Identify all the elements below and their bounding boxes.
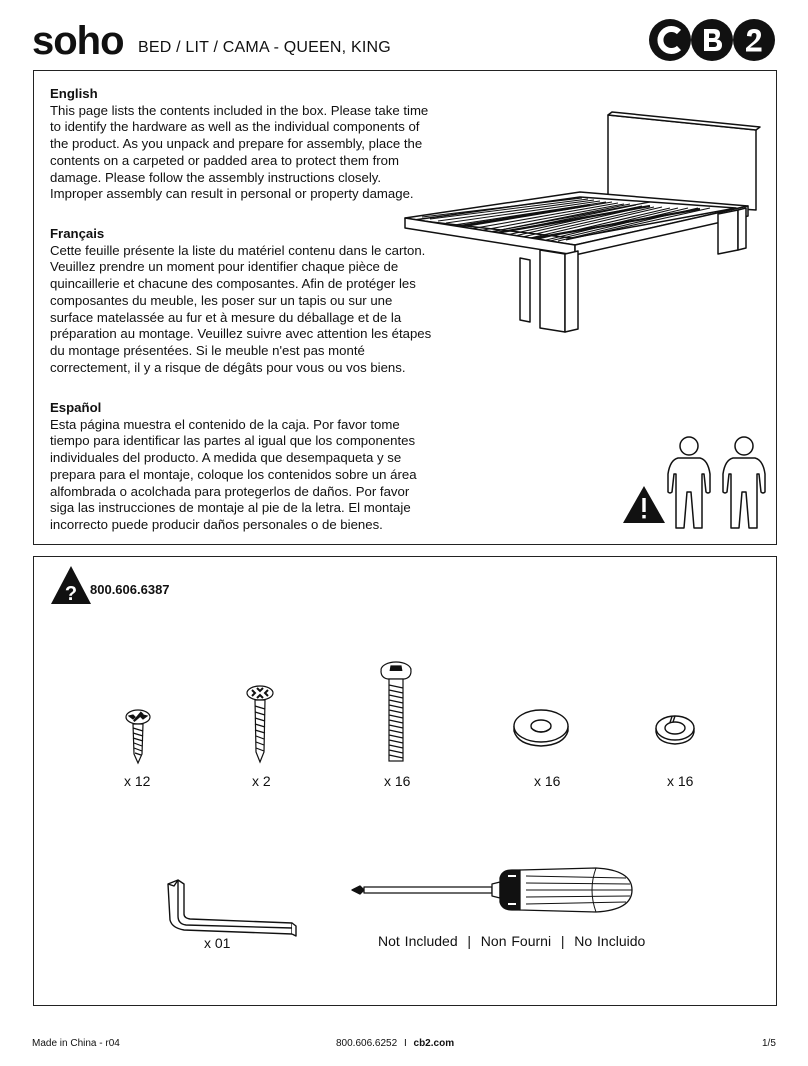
footer-phone: 800.606.6252 xyxy=(336,1038,398,1049)
spanish-text: Esta página muestra el contenido de la caja. Por favor tome tiempo para identificar las partes al igual que los componentes individuales del producto. A medida que desempaqueta y se prepara para el montaje, coloque los contenidos sobre un área alfombrada o acolchada para protegerlos de daños. Por favor siga las instrucciones de montaje al pie de la letra. El montaje incorrecto puede producir daños personales o de bienes. xyxy=(50,416,417,532)
english-text: This page lists the contents included in the box. Please take time to identify the hardware as well as the individual components of the product. As you unpack and prepare for assembly, place the contents on a carpeted or padded area to protect them from damage. Please follow the assembly instructions closely. Improper assembly can result in personal or property damage. xyxy=(50,102,429,202)
bolt-icon xyxy=(378,660,414,764)
wood-screw-icon xyxy=(244,684,276,764)
item-qty-2: x 2 xyxy=(252,773,271,789)
screwdriver-icon xyxy=(350,866,634,916)
item-qty-1: x 12 xyxy=(124,773,151,789)
french-heading: Français xyxy=(50,226,105,241)
svg-text:?: ? xyxy=(64,583,78,605)
cb2-logo xyxy=(648,18,776,62)
support-phone: 800.606.6387 xyxy=(90,582,170,597)
footer-contact xyxy=(336,1038,454,1050)
french-section xyxy=(50,226,435,376)
item-qty-5: x 16 xyxy=(667,773,694,789)
footer-separator: I xyxy=(403,1038,407,1049)
question-icon xyxy=(50,565,92,605)
footer-page-number: 1/5 xyxy=(762,1038,776,1049)
bed-illustration xyxy=(400,110,760,340)
lock-washer-icon xyxy=(654,714,696,746)
french-text: Cette feuille présente la liste du matériel contenu dans le carton. Veuillez prendre un moment pour identifier chaque pièce de quincaillerie et chacune des composantes. Afin de protéger les composantes du meuble, les poser sur un tapis ou sur une surface matelassée au fur et à mesure du déballage et de la préparation au montage. Veuillez suivre avec attention les étapes du montage présentées. Si le meuble n'est pas monté correctement, il y a risque de dégâts pour vous ou vos biens. xyxy=(50,242,432,375)
brand-name: soho xyxy=(32,19,124,63)
two-person-icon xyxy=(664,432,776,532)
flat-washer-icon xyxy=(512,708,570,748)
spanish-heading: Español xyxy=(50,400,102,415)
allen-key-qty: x 01 xyxy=(204,935,231,951)
spanish-section xyxy=(50,400,435,534)
item-qty-3: x 16 xyxy=(384,773,411,789)
warning-icon xyxy=(622,484,666,524)
english-heading: English xyxy=(50,86,98,101)
english-section xyxy=(50,86,435,203)
allen-key-icon xyxy=(164,876,298,938)
footer-origin: Made in China - r04 xyxy=(32,1038,120,1049)
item-qty-4: x 16 xyxy=(534,773,561,789)
product-subtitle: BED / LIT / CAMA - QUEEN, KING xyxy=(138,39,391,56)
small-wood-screw-icon xyxy=(124,708,152,764)
footer-site-link[interactable]: cb2.com xyxy=(413,1038,455,1049)
not-included-label: Not Included | Non Fourni | No Incluido xyxy=(378,933,646,949)
